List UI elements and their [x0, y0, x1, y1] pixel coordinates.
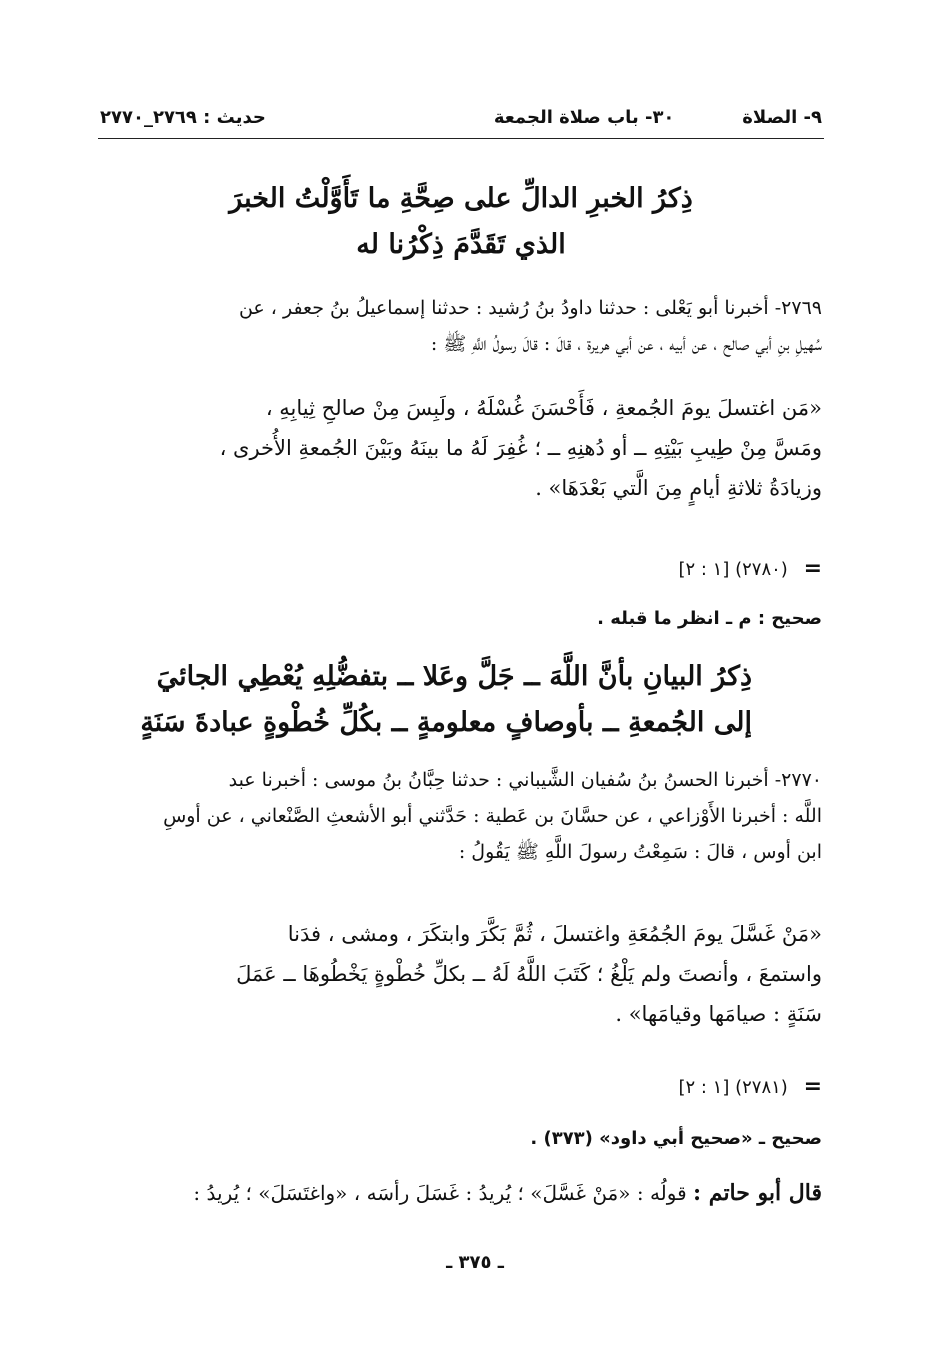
- reference-mark: =: [803, 556, 822, 581]
- matn-line: سَنَةٍ : صيامَها وقيامَها» .: [615, 1002, 822, 1026]
- header-chapter-title: ٣٠- باب صلاة الجمعة: [493, 107, 675, 128]
- hadith-2769-matn: [100, 388, 822, 508]
- isnad-line: ابن أوس ، قالَ : سَمِعْتُ رسولَ اللَّهِ ﷺ يَقُولُ :: [458, 841, 822, 863]
- section-1-title: [100, 176, 822, 268]
- hadith-2769-isnad: [100, 290, 822, 362]
- section-1-title-line-2: الذي تَقَدَّمَ ذِكْرُنا له: [356, 229, 566, 260]
- reference-text: (٢٧٨١) [١ : ٢]: [678, 1077, 788, 1098]
- isnad-line: اللَّه : أخبرنا الأَوْزاعي ، عن حسَّانَ بن عَطية : حَدَّثني أبو الأشعثِ الصَّنْعاني ، عن أوسِ: [163, 805, 822, 827]
- comment-text: قولُه : «مَنْ غَسَّلَ» ؛ يُريدُ : غَسَلَ رأسَه ، «واغتَسَلَ» ؛ يُريدُ :: [193, 1181, 687, 1205]
- matn-line: وزيادَةُ ثلاثةِ أيامٍ مِنَ الَّتي بَعْدَهَا» .: [535, 476, 822, 500]
- page-number: ـ ٣٧٥ ـ: [446, 1252, 504, 1273]
- section-2-title: [100, 654, 822, 746]
- isnad-line: سُهيلِ بنِ أبي صالح ، عن أبيه ، عن أبي هريرة ، قالَ : قالَ رسولُ اللَّهِ ﷺ :: [430, 333, 822, 355]
- running-header: [100, 92, 822, 128]
- hadith-2769-reference: [100, 554, 822, 585]
- abu-hatim-comment: [100, 1176, 822, 1210]
- header-book-title: ٩- الصلاة: [742, 107, 822, 128]
- header-hadith-range: حديث : ٢٧٦٩_٢٧٧٠: [100, 107, 266, 128]
- hadith-2770-reference: [100, 1072, 822, 1103]
- reference-mark: =: [803, 1074, 822, 1099]
- hadith-2770-grade: صحيح ـ «صحيح أبي داود» (٣٧٣) .: [530, 1128, 822, 1149]
- hadith-2770-isnad: [100, 762, 822, 870]
- matn-line: «مَنْ غَسَّلَ يومَ الجُمُعَةِ واغتسلَ ، ثُمَّ بَكَّرَ وابتكَرَ ، ومشى ، فدَنا: [287, 922, 822, 946]
- section-1-title-line-1: ذِكرُ الخبرِ الدالِّ على صِحَّةِ ما تَأَوَّلْتُ الخبرَ: [229, 183, 693, 214]
- header-left-group: [100, 107, 674, 128]
- isnad-line: ٢٧٧٠- أخبرنا الحسنُ بنُ سُفيان الشَّيباني : حدثنا حِبَّانُ بنُ موسى : أخبرنا عبد: [228, 769, 822, 791]
- matn-line: «مَن اغتسلَ يومَ الجُمعةِ ، فَأَحْسَنَ غُسْلَهُ ، ولَبِسَ مِنْ صالحِ ثِيابِهِ ،: [265, 396, 822, 420]
- isnad-line: ٢٧٦٩- أخبرنا أبو يَعْلى : حدثنا داودُ بنُ رُشيد : حدثنا إسماعيلُ بنُ جعفر ، عن: [238, 297, 822, 319]
- section-2-title-line-1: ذِكرُ البيانِ بأنَّ اللَّهَ ــ جَلَّ وعَلا ــ بتفضُّلِهِ يُعْطِي الجائيَ: [156, 661, 752, 692]
- header-rule: [98, 138, 824, 139]
- matn-line: ومَسَّ مِنْ طِيبِ بَيْتِهِ ــ أو دُهنِهِ ــ ؛ غُفِرَ لَهُ ما بينَهُ وبَيْنَ الجُمعةِ الأُخرى ،: [219, 436, 822, 460]
- comment-speaker: قال أبو حاتم :: [693, 1180, 822, 1206]
- section-2-title-line-2: إلى الجُمعةِ ــ بأوصافٍ معلومةٍ ــ بكُلِّ خُطْوةٍ عبادةَ سَنَةٍ: [140, 707, 752, 738]
- hadith-2769-grade: صحيح : م ـ انظر ما قبله .: [597, 608, 822, 629]
- matn-line: واستمعَ ، وأنصتَ ولم يَلْغُ ؛ كَتَبَ اللَّهُ لَهُ ــ بكلِّ خُطْوةٍ يَخْطُوهَا ــ عَمَلَ: [236, 962, 822, 986]
- hadith-2770-matn: [100, 914, 822, 1034]
- reference-text: (٢٧٨٠) [١ : ٢]: [678, 559, 788, 580]
